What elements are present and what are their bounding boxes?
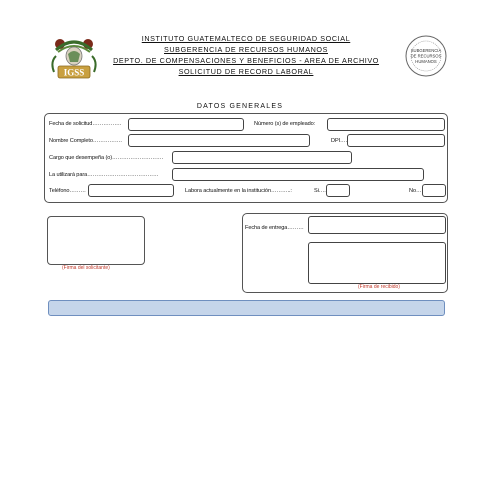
recibido-signature-box[interactable] bbox=[308, 242, 446, 284]
si-box[interactable] bbox=[326, 184, 350, 197]
header-institution: INSTITUTO GUATEMALTECO DE SEGURIDAD SOCIAL bbox=[141, 34, 351, 43]
hr-seal bbox=[404, 34, 448, 78]
numero-empleado-label: Número (s) de empleado: bbox=[254, 121, 316, 127]
seal-line-2: DE RECURSOS bbox=[410, 53, 442, 59]
solicitante-signature-label: (Firma del solicitante) bbox=[62, 265, 110, 271]
nombre-field[interactable] bbox=[128, 134, 310, 147]
cargo-field[interactable] bbox=[172, 151, 352, 164]
fecha-entrega-label: Fecha de entrega……… bbox=[245, 225, 304, 231]
utilizara-field[interactable] bbox=[172, 168, 424, 181]
nombre-label: Nombre Completo……………. bbox=[49, 138, 122, 144]
dpi-label: DPI…. bbox=[331, 138, 347, 144]
no-box[interactable] bbox=[422, 184, 446, 197]
section-title: DATOS GENERALES bbox=[196, 103, 284, 110]
fecha-entrega-field[interactable] bbox=[308, 216, 446, 234]
solicitante-signature-box[interactable] bbox=[47, 216, 145, 265]
no-label: No… bbox=[409, 188, 422, 194]
utilizara-label: La utilizará para………………………………… bbox=[49, 172, 159, 178]
seal-line-1: SUBGERENCIA bbox=[410, 48, 442, 53]
fecha-solicitud-field[interactable] bbox=[128, 118, 244, 131]
fecha-solicitud-label: Fecha de solicitud……………. bbox=[49, 121, 122, 127]
dpi-field[interactable] bbox=[347, 134, 445, 147]
cargo-label: Cargo que desempeña (o)………………………. bbox=[49, 155, 163, 161]
header-department: DEPTO. DE COMPENSACIONES Y BENEFICIOS - AREA DE ARCHIVO bbox=[113, 56, 379, 65]
telefono-field[interactable] bbox=[88, 184, 174, 197]
header-subgerencia: SUBGERENCIA DE RECURSOS HUMANOS bbox=[164, 45, 328, 54]
labora-label: Labora actualmente en la institución………..: bbox=[185, 188, 292, 194]
si-label: Si…. bbox=[314, 188, 326, 194]
seal-line-3: HUMANOS bbox=[415, 59, 437, 64]
footer-bar bbox=[48, 300, 445, 316]
igss-logo-text: IGSS bbox=[63, 67, 85, 78]
recibido-signature-label: (Firma de recibido) bbox=[358, 284, 400, 290]
header-form-title: SOLICITUD DE RECORD LABORAL bbox=[178, 67, 314, 76]
telefono-label: Teléfono……… bbox=[49, 188, 86, 194]
numero-empleado-field[interactable] bbox=[327, 118, 445, 131]
igss-logo bbox=[50, 32, 98, 84]
